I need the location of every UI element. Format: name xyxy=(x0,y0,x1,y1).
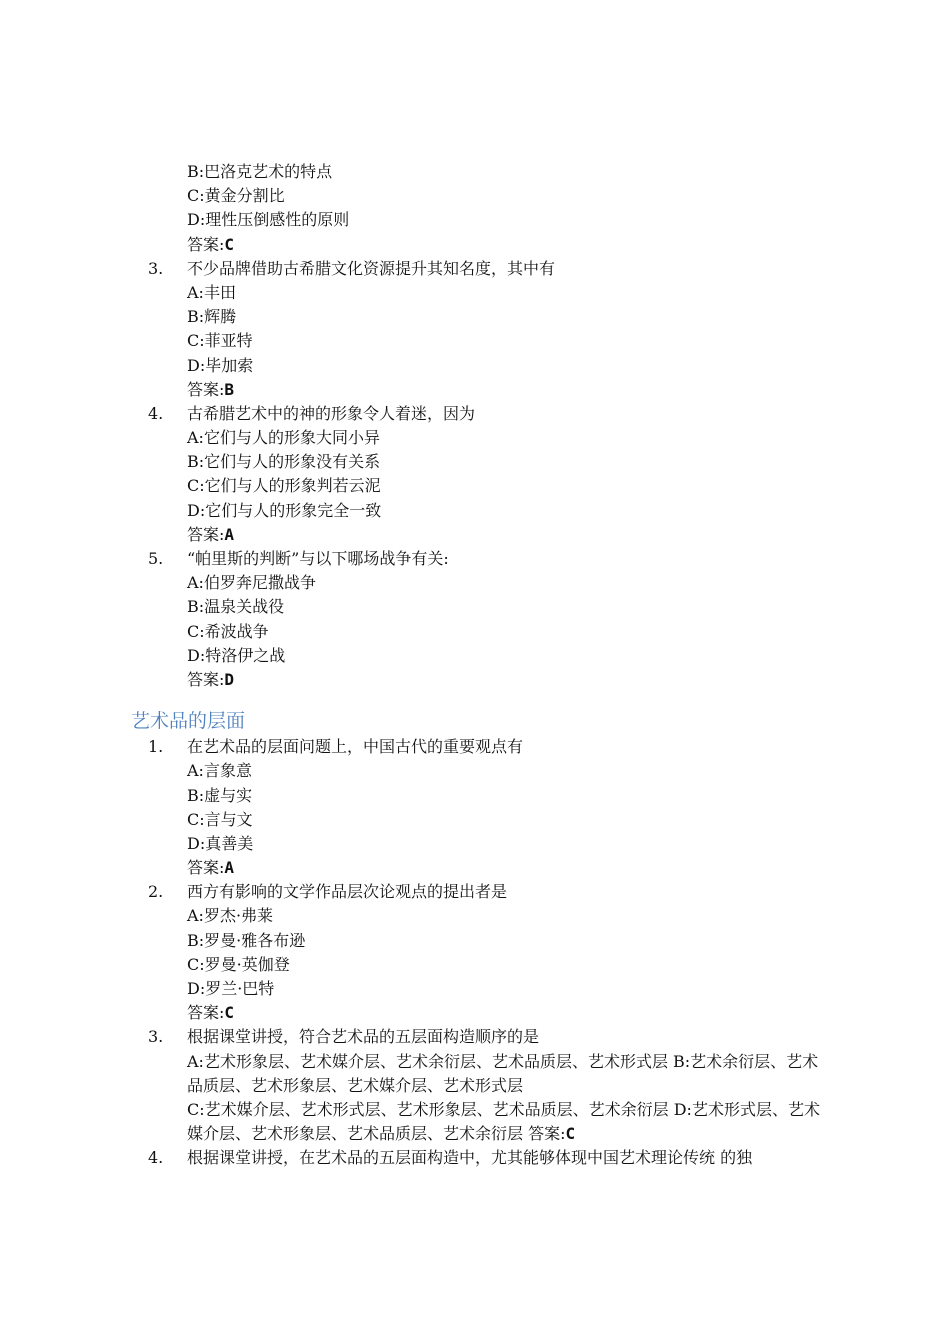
question-text xyxy=(0,1146,950,1170)
question-block xyxy=(0,880,950,1025)
question-2-tail xyxy=(0,160,950,257)
option-b: B:巴洛克艺术的特点 xyxy=(187,162,333,181)
answer-label: 答案: xyxy=(187,524,225,544)
option-b: B:虚与实 xyxy=(187,785,253,805)
option-a: A:罗杰·弗莱 xyxy=(187,906,274,926)
option-a: A:伯罗奔尼撒战争 xyxy=(187,573,316,593)
option-c: C:希波战争 xyxy=(187,621,269,641)
question-text xyxy=(0,880,950,904)
answer-label: 答案: xyxy=(187,379,225,399)
option-b: B:罗曼·雅各布逊 xyxy=(187,930,306,950)
option-a: A:丰田 xyxy=(187,282,236,302)
option-d: D:毕加索 xyxy=(187,355,254,375)
option-d: D:特洛伊之战 xyxy=(187,645,286,665)
question-stem: 根据课堂讲授，符合艺术品的五层面构造顺序的是 xyxy=(187,1027,540,1047)
answer-value: C xyxy=(565,1124,576,1144)
answer-label: 答案: xyxy=(187,234,225,254)
question-number: 3. xyxy=(148,258,164,278)
option-c: C:黄金分割比 xyxy=(187,186,285,206)
option-b: B:辉腾 xyxy=(187,307,237,327)
question-block xyxy=(0,547,950,692)
question-text xyxy=(0,547,950,571)
option-d: D:它们与人的形象完全一致 xyxy=(187,500,382,520)
answer-line xyxy=(0,668,950,692)
option-a: A:它们与人的形象大同小异 xyxy=(187,428,380,448)
option-c: C:菲亚特 xyxy=(187,331,253,351)
question-number: 4. xyxy=(148,1148,164,1168)
answer-label: 答案: xyxy=(187,1003,225,1023)
option-c: C:言与文 xyxy=(187,809,253,829)
options-text: C:艺术媒介层、艺术形式层、艺术形象层、艺术品质层、艺术余衍层 D:艺术形式层、艺术媒介层、艺术形象层、艺术品质层、艺术余衍层 答案: xyxy=(187,1099,820,1144)
answer-value: C xyxy=(224,234,235,254)
question-number: 3. xyxy=(148,1027,164,1047)
answer-value: A xyxy=(224,858,235,878)
question-text xyxy=(0,735,950,759)
option-d: D:理性压倒感性的原则 xyxy=(187,210,350,230)
question-stem: 根据课堂讲授，在艺术品的五层面构造中，尤其能够体现中国艺术理论传统 的独 xyxy=(187,1148,753,1168)
document-page xyxy=(0,160,950,1171)
answer-value: A xyxy=(224,524,235,544)
question-text xyxy=(0,257,950,281)
answer-line xyxy=(0,1001,950,1025)
question-block xyxy=(0,402,950,547)
question-block xyxy=(0,735,950,880)
question-block xyxy=(0,257,950,402)
question-stem: 西方有影响的文学作品层次论观点的提出者是 xyxy=(187,882,508,902)
answer-label: 答案: xyxy=(187,858,225,878)
question-number: 1. xyxy=(148,737,164,757)
answer-value: D xyxy=(224,669,235,689)
section-heading: 艺术品的层面 xyxy=(131,710,246,733)
answer-line xyxy=(0,856,950,880)
options-paragraph-with-answer xyxy=(0,1098,823,1146)
question-text xyxy=(0,1025,950,1049)
question-number: 4. xyxy=(148,403,164,423)
option-b: B:温泉关战役 xyxy=(187,597,285,617)
answer-line xyxy=(0,523,950,547)
question-stem: “帕里斯的判断”与以下哪场战争有关: xyxy=(187,549,449,568)
option-a: A:言象意 xyxy=(187,761,252,781)
question-block xyxy=(0,1025,950,1146)
question-block xyxy=(0,1146,950,1170)
question-stem: 在艺术品的层面问题上，中国古代的重要观点有 xyxy=(187,737,524,757)
question-stem: 古希腊艺术中的神的形象令人着迷，因为 xyxy=(187,403,476,423)
option-b: B:它们与人的形象没有关系 xyxy=(187,452,381,472)
answer-line xyxy=(0,378,950,402)
question-number: 5. xyxy=(148,549,164,568)
option-d: D:罗兰·巴特 xyxy=(187,979,275,998)
option-c: C:罗曼·英伽登 xyxy=(187,954,290,974)
question-number: 2. xyxy=(148,882,164,902)
question-text xyxy=(0,402,950,426)
answer-label: 答案: xyxy=(187,669,225,689)
option-d: D:真善美 xyxy=(187,833,254,853)
answer-value: C xyxy=(224,1003,235,1023)
option-c: C:它们与人的形象判若云泥 xyxy=(187,476,381,496)
question-stem: 不少品牌借助古希腊文化资源提升其知名度，其中有 xyxy=(187,258,556,278)
answer-value: B xyxy=(224,379,235,399)
options-paragraph: A:艺术形象层、艺术媒介层、艺术余衍层、艺术品质层、艺术形式层 B:艺术余衍层、艺术品质层、艺术形象层、艺术媒介层、艺术形式层 xyxy=(187,1051,819,1095)
answer-line xyxy=(0,233,950,257)
